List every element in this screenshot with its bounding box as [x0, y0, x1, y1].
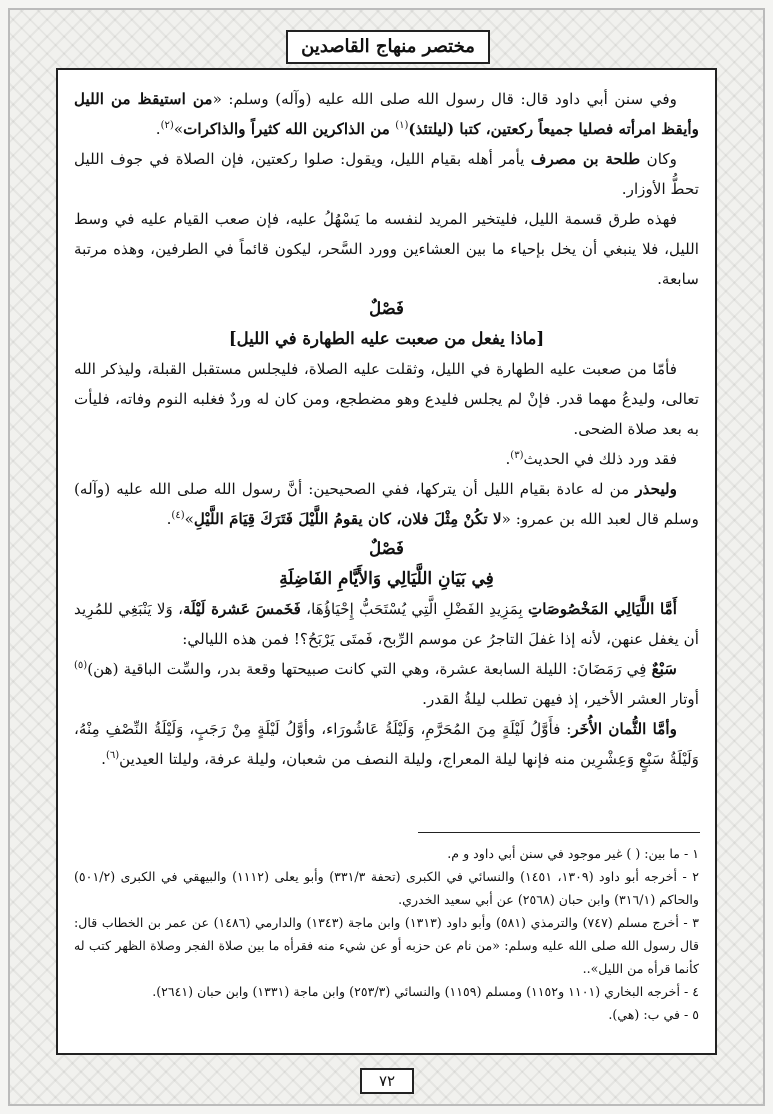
main-text: [74, 84, 699, 774]
footnote-ref: (٣): [510, 449, 524, 461]
paragraph: [74, 654, 699, 714]
text-run: .: [155, 120, 161, 138]
footnote-ref: (٥): [74, 659, 88, 671]
footnote: ١ - ما بين: ( ) غير موجود في سنن أبي داود و م.: [447, 846, 699, 861]
footnote-ref: (٤): [171, 509, 185, 521]
paragraph: [74, 474, 699, 534]
footnote: ٤ - أخرجه البخاري (١١٠١ و١١٥٢) ومسلم (١١٥٩) والنسائي (٢٥٣/٣) وابن ماجة (١٣٣١) وابن حبان (٢٦٤١).: [152, 984, 699, 999]
text-run: »: [184, 510, 194, 528]
text-run: وكان: [640, 150, 677, 168]
emphasis-phrase: فَخَمسَ عَشرة لَيْلَة: [183, 600, 301, 618]
footnote: ٣ - أخرج مسلم (٧٤٧) والترمذي (٥٨١) وأبو داود (١٣١٣) وابن ماجة (١٣٤٣) والدارمي (١٤٨٦) عن عمر بن الخطاب قال: قال رسول الله صلى الله عليه وسلم: «من نام عن حزبه أو عن شيء منه فقرأه ما بين صلاة الفجر وصلاة الظهر كتب له كأنما قرأه من الليل»..: [74, 915, 699, 976]
paragraph: [74, 84, 699, 144]
emphasis-word: وليحذر: [635, 480, 677, 498]
text-run: : فأَوَّلُ لَيْلَةٍ مِنَ المُحَرَّمِ، وَلَيْلَةُ عَاشُورَاء، وأوَّلُ لَيْلَةٍ مِنْ رَجَبٍ، وَلَيْلَةُ النِّصْفِ مِنْهُ، وَلَيْلَةُ سَبْعٍ وَعِشْرِين منه فإنها ليلة المعراج، وليلة النصف من شعبان، وليلة عرفة، وليلتا العيدين: [74, 720, 699, 768]
hadith-text: لا تكُنْ مِثْلَ فلان، كان يقومُ اللَّيْلَ فَتَرَكَ قِيَامَ اللَّيْلِ: [193, 510, 502, 528]
footnote-ref: (٦): [105, 749, 120, 761]
text-run: فقد ورد ذلك في الحديث: [523, 450, 677, 468]
section-heading: فَصْلٌ: [369, 299, 404, 318]
footnote: ٢ - أخرجه أبو داود (١٣٠٩، ١٤٥١) والنسائي في الكبرى (تحفة ٣٣١/٣) وأبو يعلى (١١١٢) والبيهقي في الكبرى (٥٠١/٢) والحاكم (٣١٦/١) وابن حبان (٢٥٦٨) عن أبي سعيد الخدري.: [74, 869, 699, 907]
footnote-divider: [418, 832, 700, 833]
book-title: مختصر منهاج القاصدين: [301, 36, 475, 57]
paragraph: [74, 714, 699, 774]
person-name: طلحة بن مصرف: [530, 150, 641, 168]
text-run: فهذه طرق قسمة الليل، فليتخير المريد لنفسه ما يَسْهُلُ عليه، فإن صعب القيام عليه في وسط الليل، فلا ينبغي أن يخل بإحياء ما بين العشاءين وورد السَّحر، ليكون قائماً في الطرفين، وهذه مرتبة سابعة.: [74, 210, 699, 288]
paragraph: [74, 204, 699, 294]
footnote-ref: (١): [395, 119, 409, 131]
paragraph: [74, 594, 699, 654]
text-run: فِي رَمَضَانَ: الليلة السابعة عشرة، وهي التي كانت صبيحتها وقعة بدر، والسِّت الباقية (هن): [87, 660, 652, 678]
page-number: ٧٢: [378, 1072, 396, 1090]
section-subheading: فِي بَيَانِ اللَّيَالِي وَالأَيَّامِ الفَاضِلَةِ: [279, 569, 494, 589]
text-run: »: [173, 120, 184, 138]
text-run: .: [505, 450, 511, 468]
hadith-text: من استيقظ من الليل وأيقظ امرأته فصليا جميعاً ركعتين، كتبا (ليلتئذ): [74, 90, 699, 138]
page-number-box: [360, 1068, 414, 1094]
text-run: فأمّا من صعبت عليه الطهارة في الليل، وثقلت عليه الصلاة، فليجلس مستقبل القبلة، وليذكر الله تعالى، وليدعُ مهما قدر. فإنْ لم يجلس فليدع وهو مضطجع، ومن كان له وردٌ فغلبه النوم وفاته، فليأت به بعد صلاة الضحى.: [74, 360, 699, 438]
hadith-text: من الذاكرين الله كثيراً والذاكرات: [183, 120, 396, 138]
text-run: بِمَزِيدِ الفَضْلِ الَّتِي يُسْتَحَبُّ إِحْيَاؤُهَا،: [300, 600, 528, 618]
paragraph: [74, 144, 699, 204]
text-run: يأمر أهله بقيام الليل، ويقول: صلوا ركعتين، فإن الصلاة في جوف الليل تحطُّ الأوزار.: [74, 150, 699, 198]
footnotes: [74, 842, 699, 1026]
text-run: ، وَلا يَنْبَغِي للمُرِيد أن يغفل عنهن، لأنه إذا غفلَ التاجرُ عن موسم الرِّبح، فَمتَى يَرْبَحُ؟! فمن هذه الليالي:: [74, 600, 699, 648]
footnote: ٥ - في ب: (هي).: [608, 1007, 699, 1022]
emphasis-phrase: وأمَّا الثُّمان الأُخَر: [571, 720, 677, 738]
text-run: أوتار العشر الأخير، إذ فيهن تطلب ليلةُ القدر.: [422, 690, 699, 708]
footnote-ref: (٢): [160, 119, 174, 131]
text-run: .: [166, 510, 172, 528]
text-run: من له عادة بقيام الليل أن يتركها، ففي الصحيحين: أنَّ رسول الله صلى الله عليه (وآله) وسلم قال لعبد الله بن عمرو: «: [74, 480, 699, 528]
emphasis-phrase: أَمَّا اللَّيَالِي المَخْصُوصَاتِ: [527, 600, 677, 618]
text-run: .: [101, 750, 106, 768]
paragraph: [74, 444, 699, 474]
text-run: وفي سنن أبي داود قال: قال رسول الله صلى الله عليه (وآله) وسلم: «: [212, 90, 677, 108]
section-subheading: [ماذا يفعل من صعبت عليه الطهارة في الليل]: [228, 329, 545, 348]
section-heading: فَصْلٌ: [369, 539, 404, 558]
book-title-header: [286, 30, 490, 64]
emphasis-word: سَبْعٌ: [651, 660, 677, 678]
paragraph: [74, 354, 699, 444]
